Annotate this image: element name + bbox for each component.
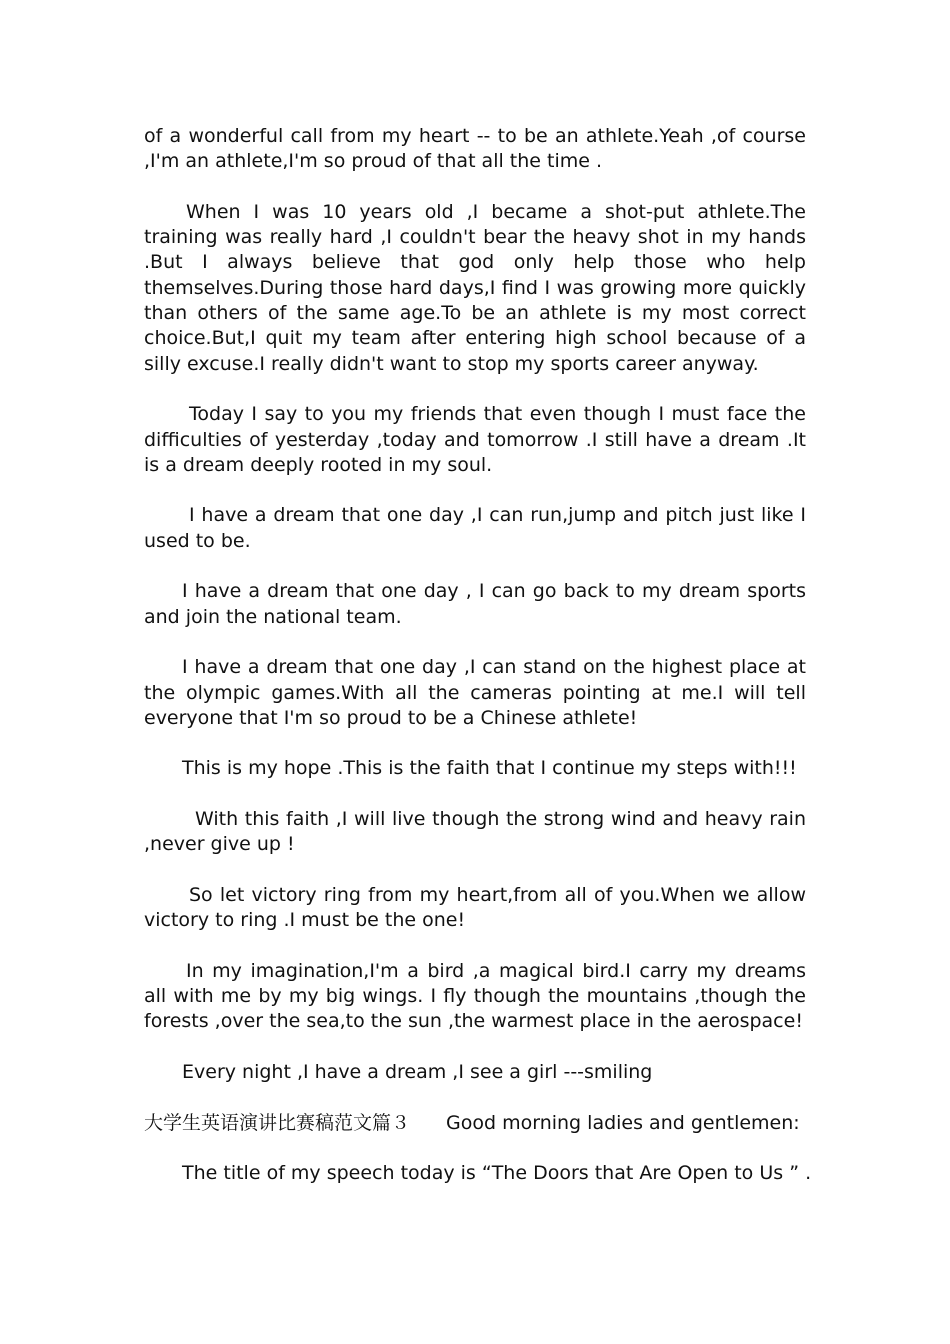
- paragraph-today: Today I say to you my friends that even though I must face the difficulties of yesterday ,today and tomorrow .I still have a dream .It is a dream deeply rooted in my soul.: [144, 403, 806, 476]
- section-heading: [144, 1111, 806, 1136]
- section-title: 大学生英语演讲比赛稿范文篇３: [144, 1111, 411, 1134]
- paragraph-dream-run: I have a dream that one day ,I can run,jump and pitch just like I used to be.: [144, 504, 806, 552]
- paragraph-faith: With this faith ,I will live though the strong wind and heavy rain ,never give up !: [144, 808, 806, 856]
- paragraph-athlete-call: of a wonderful call from my heart -- to be an athlete.Yeah ,of course ,I'm an athlete,I'm so proud of that all the time .: [144, 125, 806, 173]
- section-greeting: Good morning ladies and gentlemen:: [446, 1111, 800, 1134]
- paragraph-victory: So let victory ring from my heart,from all of you.When we allow victory to ring .I must be the one!: [144, 883, 806, 932]
- paragraph-hope: This is my hope .This is the faith that I continue my steps with!!!: [182, 757, 797, 780]
- paragraph-dream-national-team: I have a dream that one day , I can go back to my dream sports and join the national team.: [144, 580, 806, 628]
- document-body: [144, 124, 812, 1212]
- paragraph-shot-put: When I was 10 years old ,I became a shot-put athlete.The training was really hard ,I couldn't bear the heavy shot in my hands .But I always believe that god only help those who help themselves.During those hard days,I find I was growing more quickly than others of the same age.To be an athlete is my most correct choice.But,I quit my team after entering high school because of a silly excuse.I really didn't want to stop my sports career anyway.: [144, 200, 806, 375]
- paragraph-imagination: In my imagination,I'm a bird ,a magical bird.I carry my dreams all with me by my big wings. I fly though the mountains ,though the forests ,over the sea,to the sun ,the warmest place in the aerospace!: [144, 959, 806, 1033]
- paragraph-every-night: Every night ,I have a dream ,I see a girl ---smiling: [182, 1060, 653, 1083]
- paragraph-dream-olympics: I have a dream that one day ,I can stand on the highest place at the olympic games.With all the cameras pointing at me.I will tell everyone that I'm so proud to be a Chinese athlete!: [144, 656, 806, 729]
- paragraph-speech-title: The title of my speech today is “The Doors that Are Open to Us ” .: [182, 1162, 812, 1185]
